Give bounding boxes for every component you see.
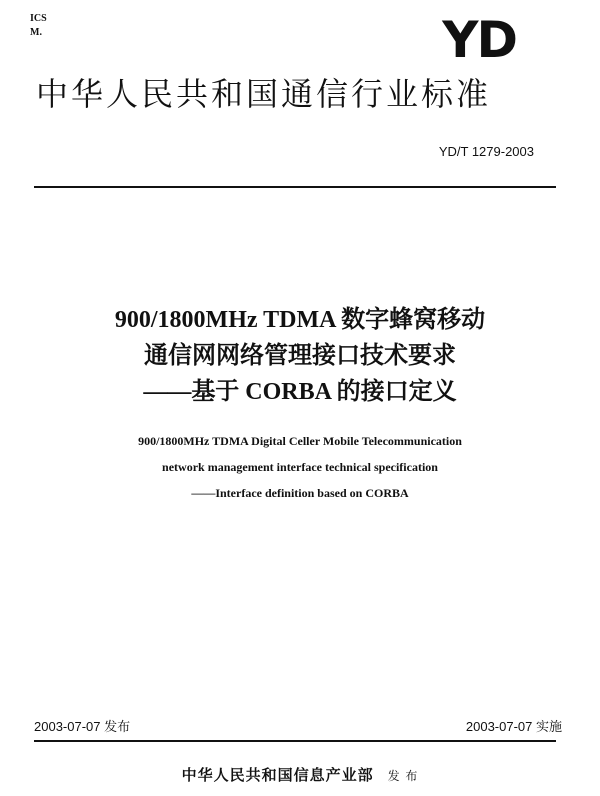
footer-divider [34,740,556,742]
ics-label: ICS [30,13,47,24]
publish-label: 发 布 [387,769,419,783]
standard-title: 中华人民共和国通信行业标准 [36,75,492,113]
issuer-name: 中华人民共和国信息产业部 [181,766,374,784]
yd-logo: YD [442,11,516,69]
en-title-line-3: ——Interface definition based on CORBA [191,486,409,500]
effective-date: 2003-07-07 实施 [465,719,562,734]
issue-date: 2003-07-07 发布 [34,719,131,734]
header-divider [34,186,556,188]
ics-code [30,12,47,40]
en-title-line-1: 900/1800MHz TDMA Digital Celler Mobile Telecommunication [138,434,462,448]
cn-title-line-1: 900/1800MHz TDMA 数字蜂窝移动 [114,307,486,333]
issuer-line [0,764,600,785]
cn-title-line-2: 通信网网络管理接口技术要求 [144,343,456,369]
m-label: M. [30,27,42,38]
standard-number: YD/T 1279-2003 [438,144,534,159]
cn-title-line-3: ——基于 CORBA 的接口定义 [143,379,457,405]
en-title-line-2: network management interface technical specification [162,460,438,474]
